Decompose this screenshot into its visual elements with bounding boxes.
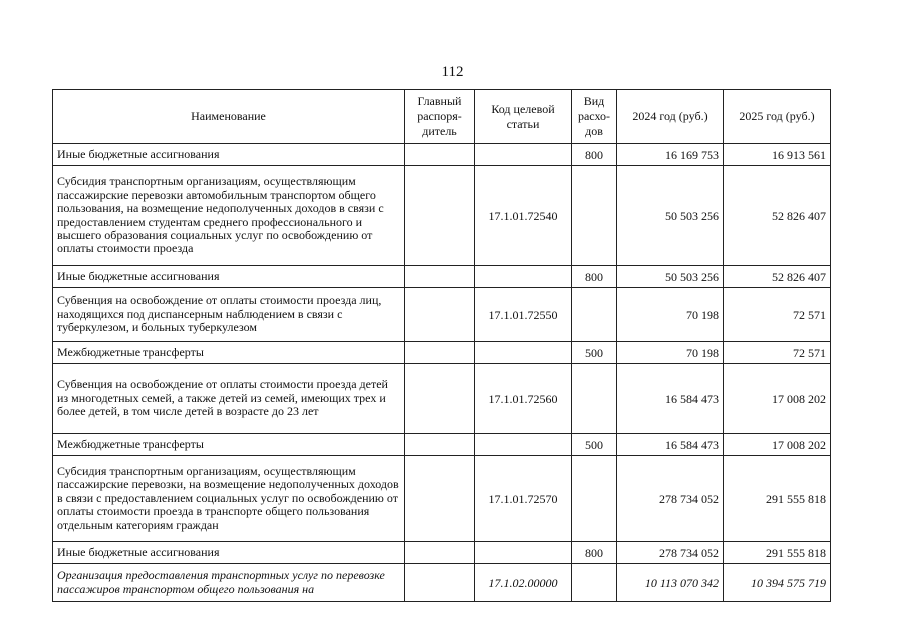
row-name: Иные бюджетные ассигнования [53, 144, 405, 166]
table-row [53, 434, 831, 456]
table-row [53, 144, 831, 166]
row-2025: 72 571 [724, 288, 831, 342]
row-name: Субвенция на освобождение от оплаты стоимости проезда лиц, находящихся под диспансерным наблюдением в связи с туберкулезом, и больных туберкулезом [53, 288, 405, 342]
row-type [572, 288, 617, 342]
row-code [475, 434, 572, 456]
row-code: 17.1.02.00000 [475, 564, 572, 602]
row-manager [405, 144, 475, 166]
row-2024: 70 198 [617, 288, 724, 342]
row-2025: 16 913 561 [724, 144, 831, 166]
row-manager [405, 542, 475, 564]
table-row [53, 288, 831, 342]
row-2025: 52 826 407 [724, 166, 831, 266]
budget-table [52, 89, 831, 602]
row-2024: 278 734 052 [617, 456, 724, 542]
row-type: 800 [572, 542, 617, 564]
row-2024: 70 198 [617, 342, 724, 364]
header-name: Наименование [53, 90, 405, 144]
header-expense-type: Вид расхо-дов [572, 90, 617, 144]
row-name: Иные бюджетные ассигнования [53, 266, 405, 288]
row-2024: 10 113 070 342 [617, 564, 724, 602]
row-manager [405, 266, 475, 288]
table-row [53, 166, 831, 266]
row-code: 17.1.01.72570 [475, 456, 572, 542]
row-manager [405, 434, 475, 456]
row-name: Субсидия транспортным организациям, осуществляющим пассажирские перевозки автомобильным транспортом общего пользования, на возмещение недополученных доходов в связи с предоставлением студентам среднего профессионального и высшего образования социальных услуг по освобождению от оплаты стоимости проезда [53, 166, 405, 266]
row-name: Межбюджетные трансферты [53, 434, 405, 456]
header-row [53, 90, 831, 144]
row-2025: 10 394 575 719 [724, 564, 831, 602]
row-type: 500 [572, 434, 617, 456]
row-name: Иные бюджетные ассигнования [53, 542, 405, 564]
header-main-manager: Главный распоря-дитель [405, 90, 475, 144]
row-2025: 291 555 818 [724, 456, 831, 542]
row-name: Межбюджетные трансферты [53, 342, 405, 364]
row-2025: 17 008 202 [724, 364, 831, 434]
row-type [572, 456, 617, 542]
row-2025: 72 571 [724, 342, 831, 364]
table-row [53, 266, 831, 288]
row-manager [405, 166, 475, 266]
row-manager [405, 456, 475, 542]
table-row [53, 342, 831, 364]
row-code: 17.1.01.72540 [475, 166, 572, 266]
row-type: 800 [572, 144, 617, 166]
row-type [572, 166, 617, 266]
row-2024: 278 734 052 [617, 542, 724, 564]
row-manager [405, 564, 475, 602]
row-code [475, 144, 572, 166]
table-row [53, 364, 831, 434]
row-2025: 52 826 407 [724, 266, 831, 288]
row-2024: 50 503 256 [617, 166, 724, 266]
row-manager [405, 342, 475, 364]
row-manager [405, 364, 475, 434]
table-row [53, 456, 831, 542]
row-2025: 291 555 818 [724, 542, 831, 564]
row-code [475, 266, 572, 288]
table-row [53, 542, 831, 564]
row-code: 17.1.01.72560 [475, 364, 572, 434]
row-2024: 16 584 473 [617, 434, 724, 456]
row-code: 17.1.01.72550 [475, 288, 572, 342]
row-name: Организация предоставления транспортных услуг по перевозке пассажиров транспортом общего пользования на [53, 564, 405, 602]
row-2024: 16 169 753 [617, 144, 724, 166]
row-manager [405, 288, 475, 342]
header-year-2025: 2025 год (руб.) [724, 90, 831, 144]
table-row [53, 564, 831, 602]
row-2025: 17 008 202 [724, 434, 831, 456]
row-type: 500 [572, 342, 617, 364]
row-name: Субвенция на освобождение от оплаты стоимости проезда детей из многодетных семей, а также детей из семей, имеющих трех и более детей, в том числе детей в возрасте до 23 лет [53, 364, 405, 434]
page-number: 112 [441, 64, 464, 80]
row-2024: 16 584 473 [617, 364, 724, 434]
row-type [572, 364, 617, 434]
header-year-2024: 2024 год (руб.) [617, 90, 724, 144]
row-code [475, 342, 572, 364]
row-type: 800 [572, 266, 617, 288]
row-2024: 50 503 256 [617, 266, 724, 288]
row-type [572, 564, 617, 602]
row-name: Субсидия транспортным организациям, осуществляющим пассажирские перевозки, на возмещение недополученных доходов в связи с предоставлением социальных услуг по освобождению от оплаты стоимости проезда в транспорте общего пользования отдельным категориям граждан [53, 456, 405, 542]
header-target-code: Код целевой статьи [475, 90, 572, 144]
row-code [475, 542, 572, 564]
